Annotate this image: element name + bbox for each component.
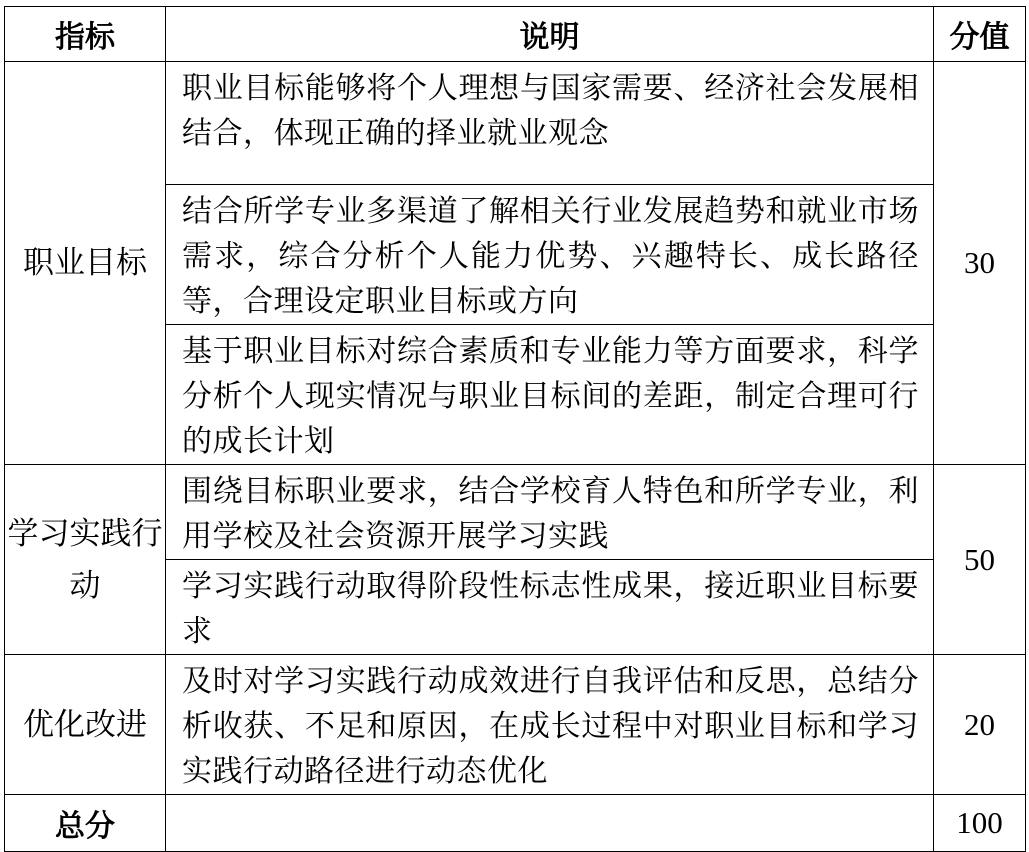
total-row [5, 795, 1026, 852]
description-cell: 结合所学专业多渠道了解相关行业发展趋势和就业市场需求，综合分析个人能力优势、兴趣特长、成长路径等，合理设定职业目标或方向 [166, 185, 934, 325]
header-score: 分值 [934, 7, 1026, 62]
total-score: 100 [934, 795, 1026, 852]
indicator-optimization: 优化改进 [5, 655, 166, 795]
indicator-practice-action: 学习实践行动 [5, 465, 166, 655]
score-practice-action: 50 [934, 465, 1026, 655]
scoring-table-container [4, 6, 1025, 844]
description-cell: 围绕目标职业要求，结合学校育人特色和所学专业，利用学校及社会资源开展学习实践 [166, 465, 934, 560]
header-row [5, 7, 1026, 62]
scoring-table [4, 6, 1026, 852]
description-cell: 职业目标能够将个人理想与国家需要、经济社会发展相结合，体现正确的择业就业观念 [166, 62, 934, 185]
description-cell: 基于职业目标对综合素质和专业能力等方面要求，科学分析个人现实情况与职业目标间的差距，制定合理可行的成长计划 [166, 325, 934, 465]
total-description [166, 795, 934, 852]
header-indicator: 指标 [5, 7, 166, 62]
description-cell: 学习实践行动取得阶段性标志性成果，接近职业目标要求 [166, 560, 934, 655]
description-cell: 及时对学习实践行动成效进行自我评估和反思，总结分析收获、不足和原因，在成长过程中对职业目标和学习实践行动路径进行动态优化 [166, 655, 934, 795]
total-label: 总分 [5, 795, 166, 852]
indicator-career-goal: 职业目标 [5, 62, 166, 465]
score-optimization: 20 [934, 655, 1026, 795]
table-row [5, 655, 1026, 795]
score-career-goal: 30 [934, 62, 1026, 465]
table-row [5, 62, 1026, 185]
header-description: 说明 [166, 7, 934, 62]
table-row [5, 465, 1026, 560]
